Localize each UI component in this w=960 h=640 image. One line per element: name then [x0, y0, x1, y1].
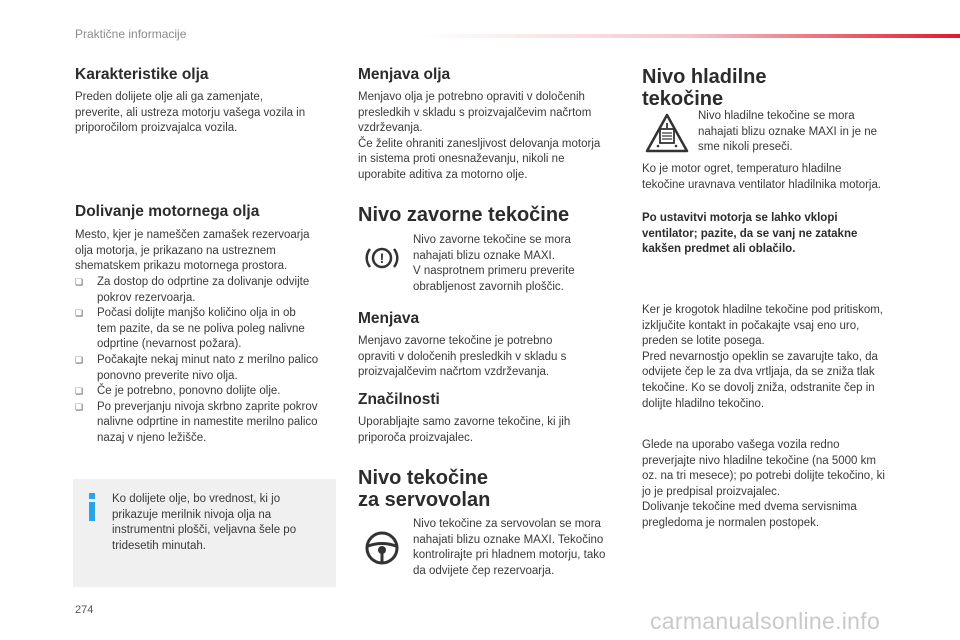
- text-line: izključite kontakt in počakajte vsaj eno uro,: [642, 319, 860, 332]
- bullet-square-icon: ❏: [75, 277, 84, 287]
- list-item: [75, 384, 345, 400]
- text-line: Nivo tekočine za servovolan se mora: [413, 518, 601, 530]
- text-line: odprtine (nevarnost požara).: [97, 338, 242, 351]
- paragraph-power-steering: [413, 517, 605, 579]
- heading-oil-characteristics: Karakteristike olja: [75, 66, 209, 83]
- text-line: nahajati blizu oznake MAXI in je ne: [698, 125, 877, 138]
- paragraph-brake-change: [358, 334, 566, 381]
- svg-text:!: !: [379, 250, 385, 266]
- list-item: [75, 275, 345, 306]
- header-accent-line: [420, 34, 960, 38]
- text-line: pokrov rezervoarja.: [97, 291, 196, 304]
- text-line: tekočine. Ko se dovolj zniža, odstranite čep in: [642, 381, 875, 394]
- paragraph-coolant-pressure: [642, 303, 883, 412]
- text-line: dolijte hladilno tekočino.: [642, 397, 765, 410]
- text-line: ventilator; pazite, da se vanj ne zatakne: [642, 227, 858, 240]
- text-line: V nasprotnem primeru preverite: [413, 265, 575, 278]
- text-line: Menjavo zavorne tekočine je potrebno: [358, 335, 553, 347]
- text-line: kontrolirajte pri hladnem motorju, tako: [413, 549, 606, 562]
- text-line: shematskem prikazu motornega prostora.: [75, 260, 288, 273]
- text-line: preverjajte nivo hladilne tekočine (na 5000 km: [642, 454, 876, 467]
- text-line: nazaj v njeno ležišče.: [97, 431, 207, 444]
- paragraph-coolant-check: [642, 438, 885, 532]
- oil-topup-steps: [75, 275, 345, 447]
- text-line: tekočine uravnava ventilator hladilnika motorja.: [642, 178, 882, 191]
- heading-line: tekočine: [642, 88, 724, 110]
- text-line: priporoča proizvajalec.: [358, 431, 474, 444]
- info-icon: [87, 493, 97, 521]
- section-title: Praktične informacije: [75, 27, 187, 41]
- heading-line: Nivo hladilne: [642, 66, 767, 88]
- text-line: Za dostop do odprtine za dolivanje odvijte: [97, 276, 310, 288]
- text-line: Glede na uporabo vašega vozila redno: [642, 439, 840, 451]
- heading-oil-change: Menjava olja: [358, 66, 451, 83]
- text-line: olja motorja, je prikazano na ustreznem: [75, 244, 276, 257]
- text-line: da odvijete čep rezervoarja.: [413, 564, 555, 577]
- text-line: Preden dolijete olje ali ga zamenjate,: [75, 91, 263, 103]
- text-line: sme nikoli preseči.: [698, 141, 793, 154]
- paragraph-fan-warning: [642, 211, 857, 258]
- text-line: prikazuje merilnik nivoja olja na: [112, 508, 272, 521]
- text-line: Po ustavitvi motorja se lahko vklopi: [642, 212, 838, 224]
- text-line: Uporabljajte samo zavorne tekočine, ki jih: [358, 416, 571, 428]
- text-line: Ker je krogotok hladilne tekočine pod pritiskom,: [642, 304, 883, 316]
- text-line: tridesetih minutah.: [112, 539, 206, 552]
- heading-characteristics: Značilnosti: [358, 391, 440, 408]
- text-line: Nivo zavorne tekočine se mora: [413, 234, 571, 246]
- text-line: Če želite ohraniti zanesljivost delovanja motorja: [358, 137, 601, 150]
- text-line: Po preverjanju nivoja skrbno zaprite pokrov: [97, 400, 318, 413]
- bullet-square-icon: ❏: [75, 386, 84, 397]
- heading-brake-change: Menjava: [358, 310, 420, 327]
- heading-brake-fluid: Nivo zavorne tekočine: [358, 204, 570, 226]
- text-line: preverite, ali ustreza motorju vašega vozila in: [75, 106, 306, 119]
- text-line: Ko dolijete olje, bo vrednost, ki jo: [112, 493, 281, 505]
- text-line: nalivne odprtine in namestite merilno palico: [97, 416, 318, 429]
- text-line: proizvajalčevim načrtom vzdrževanja.: [358, 366, 550, 379]
- info-note-text: [112, 492, 296, 554]
- text-line: Počasi dolijte manjšo količino olja in ob: [97, 307, 296, 320]
- heading-oil-topup: Dolivanje motornega olja: [75, 203, 260, 220]
- bullet-square-icon: ❏: [75, 354, 84, 365]
- text-line: uporabite aditiva za motorno olje.: [358, 168, 528, 181]
- text-line: Če je potrebno, ponovno dolijte olje.: [97, 385, 281, 398]
- list-item: [75, 353, 345, 384]
- heading-line: za servovolan: [358, 489, 491, 511]
- paragraph-oil-topup: [75, 228, 310, 275]
- list-item: [75, 400, 345, 447]
- page-number: 274: [75, 604, 94, 616]
- bullet-square-icon: ❏: [75, 308, 84, 319]
- text-line: instrumentni plošči, veljavna šele po: [112, 524, 297, 537]
- text-line: nahajati blizu oznake MAXI.: [413, 249, 555, 262]
- coolant-warning-icon: [644, 111, 690, 157]
- brake-warning-icon: [360, 236, 404, 280]
- text-line: Dolivanje tekočine med dvema servisnima: [642, 501, 857, 514]
- heading-power-steering: [358, 467, 490, 511]
- text-line: opraviti v določenih presledkih v skladu s: [358, 350, 567, 363]
- text-line: Nivo hladilne tekočine se mora: [698, 110, 855, 122]
- text-line: ponovno preverite nivo olja.: [97, 369, 238, 382]
- text-line: priporočilom proizvajalca vozila.: [75, 122, 238, 135]
- text-line: preden se lotite posega.: [642, 335, 765, 348]
- heading-coolant: [642, 66, 766, 110]
- text-line: jo je predpisal proizvajalec.: [642, 485, 781, 498]
- text-line: Ko je motor ogret, temperaturo hladilne: [642, 163, 842, 175]
- watermark: carmanualsonline.info: [650, 608, 881, 634]
- paragraph-oil-characteristics: [75, 90, 305, 137]
- text-line: oz. na tri mesece); po potrebi dolijte tekočino, ki: [642, 470, 885, 483]
- text-line: odvijete čep le za dva vrtljaja, da se zniža tlak: [642, 366, 875, 379]
- text-line: vzdrževanja.: [358, 122, 423, 135]
- text-line: Mesto, kjer je nameščen zamašek rezervoarja: [75, 229, 310, 241]
- steering-wheel-icon: [360, 526, 404, 570]
- text-line: Počakajte nekaj minut nato z merilno palico: [97, 353, 319, 366]
- paragraph-oil-change: [358, 90, 600, 184]
- text-line: Menjavo olja je potrebno opraviti v določenih: [358, 91, 585, 103]
- info-note: [73, 479, 336, 587]
- list-item: [75, 306, 345, 353]
- heading-line: Nivo tekočine: [358, 467, 489, 489]
- page-header: [0, 0, 960, 42]
- text-line: kakšen predmet ali oblačilo.: [642, 243, 796, 256]
- text-line: obrabljenost zavornih ploščic.: [413, 280, 564, 293]
- text-line: tem pazite, da se ne poliva poleg nalivne: [97, 322, 305, 335]
- text-line: pregledoma je normalen postopek.: [642, 516, 820, 529]
- text-line: nahajati blizu oznake MAXI. Tekočino: [413, 533, 604, 546]
- text-line: in sistema proti onesnaževanju, nikoli ne: [358, 153, 565, 166]
- paragraph-coolant-temperature: [642, 162, 881, 193]
- text-line: Pred nevarnostjo opeklin se zavarujte tako, da: [642, 350, 878, 363]
- bullet-square-icon: ❏: [75, 401, 84, 412]
- paragraph-characteristics: [358, 415, 570, 446]
- text-line: presledkih v skladu s proizvajalčevim načrtom: [358, 106, 592, 119]
- paragraph-coolant-level: [698, 109, 877, 156]
- paragraph-brake-fluid: [413, 233, 575, 295]
